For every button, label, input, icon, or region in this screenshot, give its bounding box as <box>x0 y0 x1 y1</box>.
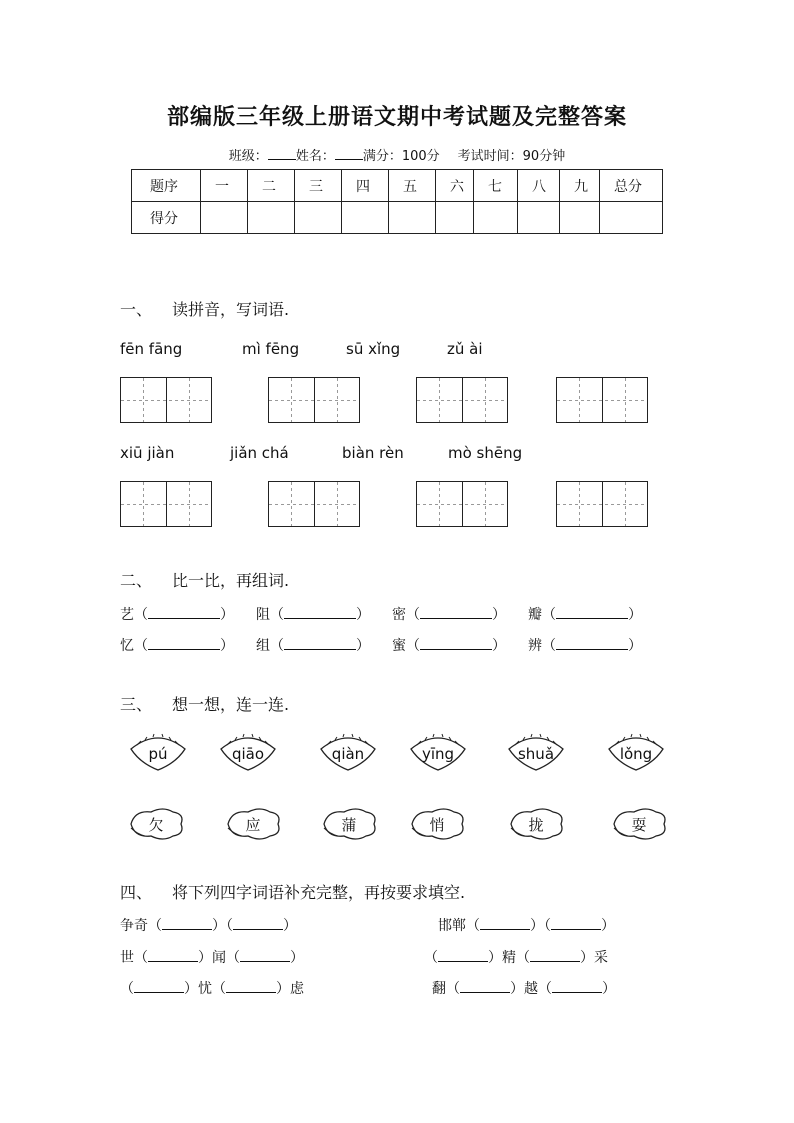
shell-pinyin: yīng <box>421 745 455 763</box>
answer-blank[interactable] <box>148 618 220 619</box>
leaf-char: 拢 <box>528 816 544 834</box>
section-title: 想一想，连一连. <box>172 695 290 714</box>
section-number: 四、 <box>120 883 153 902</box>
shell-card[interactable] <box>505 733 567 773</box>
compare-char: 艺 <box>120 607 134 623</box>
compare-item: 密（ ） <box>392 607 506 623</box>
score-header-cell: 二 <box>248 170 295 202</box>
leaf-card[interactable] <box>318 804 380 844</box>
score-value-row <box>132 202 663 234</box>
answer-blank[interactable] <box>552 992 602 993</box>
full-score: 满分：100分 <box>362 149 440 164</box>
pinyin-label: mò shēng <box>448 444 523 462</box>
writing-grid[interactable] <box>268 481 360 527</box>
score-header-cell: 六 <box>436 170 474 202</box>
section-title: 比一比，再组词. <box>172 571 290 590</box>
compare-row-1 <box>0 604 794 624</box>
character-leaf-row <box>0 804 794 844</box>
score-input-cell[interactable] <box>295 202 342 234</box>
score-header-row <box>132 170 663 202</box>
score-header-cell: 九 <box>560 170 600 202</box>
shell-pinyin: shuǎ <box>517 745 555 763</box>
leaf-card[interactable] <box>222 804 284 844</box>
leaf-char: 欠 <box>148 816 164 834</box>
score-input-cell[interactable] <box>474 202 518 234</box>
section-title: 将下列四字词语补充完整，再按要求填空. <box>172 883 466 902</box>
idiom-fill-area <box>0 915 794 1005</box>
writing-grid[interactable] <box>416 377 508 423</box>
pinyin-label: fēn fāng <box>120 340 183 358</box>
compare-item: 忆（ ） <box>120 638 234 654</box>
score-table <box>131 169 663 234</box>
shell-pinyin: qiàn <box>331 745 365 763</box>
compare-item: 瓣（ ） <box>528 607 642 623</box>
leaf-char: 悄 <box>429 816 445 834</box>
writing-grid[interactable] <box>120 377 212 423</box>
leaf-char: 耍 <box>631 816 647 834</box>
compare-row-2 <box>0 635 794 655</box>
score-row-label: 得分 <box>132 202 201 234</box>
leaf-card[interactable] <box>505 804 567 844</box>
answer-blank[interactable] <box>551 929 601 930</box>
idiom-item: 邯郸（ ）（ ） <box>438 918 615 934</box>
writing-grid[interactable] <box>268 377 360 423</box>
page-title: 部编版三年级上册语文期中考试题及完整答案 <box>166 104 627 130</box>
score-header-cell: 七 <box>474 170 518 202</box>
score-input-cell[interactable] <box>600 202 663 234</box>
answer-blank[interactable] <box>460 992 510 993</box>
score-input-cell[interactable] <box>342 202 389 234</box>
answer-blank[interactable] <box>134 992 184 993</box>
shell-pinyin: lǒng <box>619 745 653 763</box>
class-blank[interactable] <box>268 159 296 160</box>
score-header-cell: 八 <box>518 170 560 202</box>
section-number: 一、 <box>120 300 153 319</box>
writing-grid[interactable] <box>556 481 648 527</box>
exam-info <box>0 145 794 164</box>
pinyin-label: zǔ ài <box>447 340 483 358</box>
section2-heading <box>120 568 289 591</box>
compare-char: 蜜 <box>392 638 406 654</box>
answer-blank[interactable] <box>226 992 276 993</box>
answer-blank[interactable] <box>556 649 628 650</box>
pinyin-label: biàn rèn <box>342 444 404 462</box>
score-input-cell[interactable] <box>201 202 248 234</box>
answer-blank[interactable] <box>284 649 356 650</box>
score-header-cell: 三 <box>295 170 342 202</box>
answer-blank[interactable] <box>480 929 530 930</box>
writing-grid-row-1 <box>0 377 794 423</box>
shell-card[interactable] <box>317 733 379 773</box>
answer-blank[interactable] <box>148 961 198 962</box>
shell-pinyin: pú <box>148 745 168 763</box>
pinyin-label: sū xǐng <box>346 340 401 358</box>
score-input-cell[interactable] <box>560 202 600 234</box>
shell-pinyin: qiāo <box>231 745 265 763</box>
leaf-card[interactable] <box>406 804 468 844</box>
exam-time: 考试时间：90分钟 <box>457 149 566 164</box>
compare-char: 密 <box>392 607 406 623</box>
answer-blank[interactable] <box>284 618 356 619</box>
answer-blank[interactable] <box>233 929 283 930</box>
leaf-card[interactable] <box>608 804 670 844</box>
pinyin-shell-row <box>0 733 794 777</box>
compare-char: 瓣 <box>528 607 542 623</box>
score-input-cell[interactable] <box>248 202 295 234</box>
score-input-cell[interactable] <box>436 202 474 234</box>
idiom-item: （ ）精（ ）采 <box>424 950 608 966</box>
leaf-char: 应 <box>245 816 261 834</box>
answer-blank[interactable] <box>420 649 492 650</box>
pinyin-label: mì fēng <box>242 340 300 358</box>
compare-item: 艺（ ） <box>120 607 234 623</box>
answer-blank[interactable] <box>148 649 220 650</box>
name-blank[interactable] <box>335 159 363 160</box>
leaf-card[interactable] <box>125 804 187 844</box>
section-title: 读拼音，写词语. <box>172 300 290 319</box>
score-input-cell[interactable] <box>518 202 560 234</box>
idiom-item: （ ）忧（ ）虑 <box>120 981 304 997</box>
section-number: 三、 <box>120 695 153 714</box>
compare-item: 阻（ ） <box>256 607 370 623</box>
leaf-char: 蒲 <box>341 816 357 834</box>
name-label: 姓名： <box>295 149 335 164</box>
compare-item: 蜜（ ） <box>392 638 506 654</box>
answer-blank[interactable] <box>162 929 212 930</box>
answer-blank[interactable] <box>240 961 290 962</box>
shell-card[interactable] <box>217 733 279 773</box>
idiom-item: 翻（ ）越（ ） <box>432 981 616 997</box>
section3-heading <box>120 692 289 715</box>
score-header-cell: 四 <box>342 170 389 202</box>
answer-blank[interactable] <box>530 961 580 962</box>
idiom-item: 争奇（ ）（ ） <box>120 918 297 934</box>
section1-heading <box>120 297 289 320</box>
section4-heading <box>120 880 465 903</box>
shell-card[interactable] <box>605 733 667 773</box>
answer-blank[interactable] <box>556 618 628 619</box>
score-header-cell: 题序 <box>132 170 201 202</box>
score-header-cell: 总分 <box>600 170 663 202</box>
writing-grid[interactable] <box>120 481 212 527</box>
shell-card[interactable] <box>407 733 469 773</box>
pinyin-label: jiǎn chá <box>230 444 289 462</box>
score-header-cell: 一 <box>201 170 248 202</box>
compare-char: 忆 <box>120 638 134 654</box>
idiom-item: 世（ ）闻（ ） <box>120 950 304 966</box>
score-input-cell[interactable] <box>389 202 436 234</box>
compare-char: 阻 <box>256 607 270 623</box>
compare-item: 辨（ ） <box>528 638 642 654</box>
pinyin-label: xiū jiàn <box>120 444 175 462</box>
compare-item: 组（ ） <box>256 638 370 654</box>
writing-grid[interactable] <box>416 481 508 527</box>
compare-char: 组 <box>256 638 270 654</box>
score-header-cell: 五 <box>389 170 436 202</box>
section-number: 二、 <box>120 571 153 590</box>
writing-grid[interactable] <box>556 377 648 423</box>
writing-grid-row-2 <box>0 481 794 527</box>
answer-blank[interactable] <box>438 961 488 962</box>
compare-char: 辨 <box>528 638 542 654</box>
class-label: 班级： <box>228 149 268 164</box>
answer-blank[interactable] <box>420 618 492 619</box>
shell-card[interactable] <box>127 733 189 773</box>
